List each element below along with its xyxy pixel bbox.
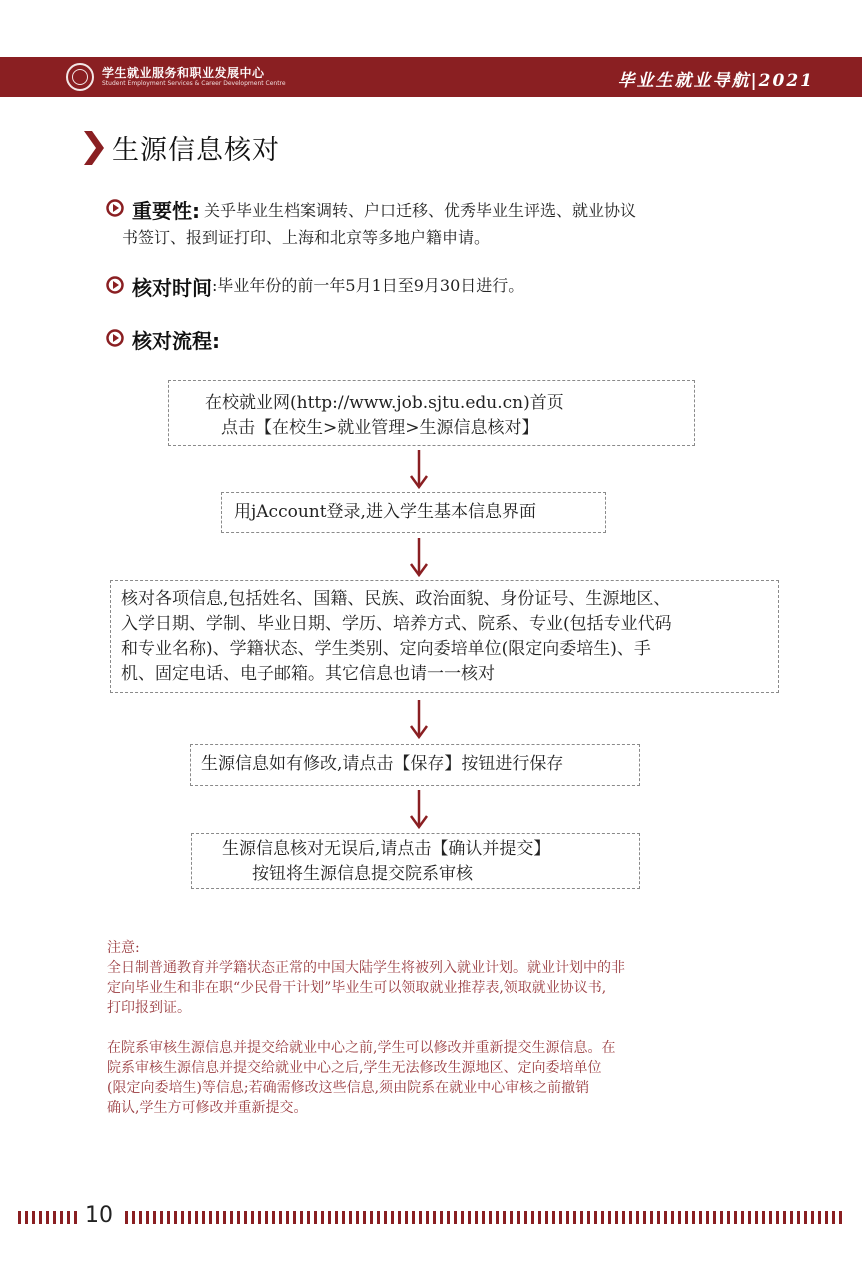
notes-p1-line1: 全日制普通教育并学籍状态正常的中国大陆学生将被列入就业计划。就业计划中的非 [107, 960, 625, 976]
footer-tick [755, 1211, 758, 1224]
footer-tick [237, 1211, 240, 1224]
footer-tick [32, 1211, 35, 1224]
footer-tick [748, 1211, 751, 1224]
footer-ticks-right [125, 1211, 842, 1224]
footer-tick [279, 1211, 282, 1224]
check-time-heading: 核对时间 [132, 276, 212, 300]
arrow-down-icon [409, 788, 429, 830]
flow-step-2 [221, 492, 606, 533]
chevron-right-icon [82, 129, 106, 167]
footer-tick [335, 1211, 338, 1224]
flow-step-3-line1: 核对各项信息,包括姓名、国籍、民族、政治面貌、身份证号、生源地区、 [121, 589, 671, 609]
section-heading [82, 128, 280, 167]
header-bar [0, 57, 862, 97]
importance-text-line2: 书签订、报到证打印、上海和北京等多地户籍申请。 [122, 228, 491, 247]
arrow-down-icon [409, 536, 429, 578]
footer-tick [53, 1211, 56, 1224]
footer-tick [195, 1211, 198, 1224]
process-row [106, 325, 220, 354]
footer-tick [811, 1211, 814, 1224]
footer-tick [181, 1211, 184, 1224]
footer-tick [230, 1211, 233, 1224]
notes-p2-line4: 确认,学生方可修改并重新提交。 [107, 1100, 308, 1116]
footer-tick [433, 1211, 436, 1224]
footer-tick [139, 1211, 142, 1224]
footer-tick [223, 1211, 226, 1224]
footer-tick [573, 1211, 576, 1224]
footer-tick [832, 1211, 835, 1224]
footer-tick [622, 1211, 625, 1224]
footer-tick [580, 1211, 583, 1224]
check-time-row [106, 272, 524, 301]
flow-step-1 [168, 380, 695, 446]
footer-tick [349, 1211, 352, 1224]
footer-tick [734, 1211, 737, 1224]
footer-tick [272, 1211, 275, 1224]
footer-tick [524, 1211, 527, 1224]
footer-tick [167, 1211, 170, 1224]
footer-tick [678, 1211, 681, 1224]
footer-tick [657, 1211, 660, 1224]
importance-block [106, 195, 786, 251]
flow-step-3 [110, 580, 779, 693]
arrow-down-icon [409, 448, 429, 490]
org-name-cn: 学生就业服务和职业发展中心 [102, 66, 265, 80]
footer-tick [202, 1211, 205, 1224]
check-time-text: :毕业年份的前一年5月1日至9月30日进行。 [212, 276, 525, 295]
footer-tick [503, 1211, 506, 1224]
footer-tick [67, 1211, 70, 1224]
flow-step-3-line4: 机、固定电话、电子邮箱。其它信息也请一一核对 [121, 664, 495, 684]
flow-step-3-line2: 入学日期、学制、毕业日期、学历、培养方式、院系、专业(包括专业代码 [121, 614, 672, 634]
footer-tick [160, 1211, 163, 1224]
footer-tick [146, 1211, 149, 1224]
footer-tick [321, 1211, 324, 1224]
footer-tick [18, 1211, 21, 1224]
notes-p1-line3: 打印报到证。 [107, 1000, 191, 1016]
flow-step-5 [191, 833, 640, 889]
flow-step-4-text: 生源信息如有修改,请点击【保存】按钮进行保存 [201, 754, 564, 774]
footer-tick [671, 1211, 674, 1224]
footer-tick [265, 1211, 268, 1224]
footer-tick [468, 1211, 471, 1224]
play-bullet-icon [106, 199, 124, 217]
footer-tick [300, 1211, 303, 1224]
notes-p1-line2: 定向毕业生和非在职“少民骨干计划”毕业生可以领取就业推荐表,领取就业协议书, [107, 980, 607, 996]
notes-p2-line2: 院系审核生源信息并提交给就业中心之后,学生无法修改生源地区、定向委培单位 [107, 1060, 602, 1076]
footer-tick [328, 1211, 331, 1224]
footer-tick [636, 1211, 639, 1224]
footer-tick [482, 1211, 485, 1224]
play-bullet-icon [106, 276, 124, 294]
play-bullet-icon [106, 329, 124, 347]
footer-tick [39, 1211, 42, 1224]
notes-label: 注意: [107, 940, 140, 956]
footer-tick [594, 1211, 597, 1224]
footer-tick [447, 1211, 450, 1224]
flow-step-5-line2: 按钮将生源信息提交院系审核 [252, 864, 473, 884]
footer-tick [825, 1211, 828, 1224]
footer-tick [741, 1211, 744, 1224]
footer-tick [216, 1211, 219, 1224]
process-heading: 核对流程: [132, 329, 220, 353]
footer-tick [314, 1211, 317, 1224]
footer-tick [342, 1211, 345, 1224]
footer-tick [517, 1211, 520, 1224]
flow-step-5-line1: 生源信息核对无误后,请点击【确认并提交】 [222, 839, 551, 859]
footer-tick [405, 1211, 408, 1224]
footer-tick [461, 1211, 464, 1224]
footer-tick [293, 1211, 296, 1224]
footer-tick [839, 1211, 842, 1224]
footer-tick [629, 1211, 632, 1224]
footer-tick [391, 1211, 394, 1224]
flow-step-3-line3: 和专业名称)、学籍状态、学生类别、定向委培单位(限定向委培生)、手 [121, 639, 651, 659]
footer-tick [818, 1211, 821, 1224]
footer-tick [650, 1211, 653, 1224]
section-title: 生源信息核对 [112, 135, 280, 166]
footer-tick [426, 1211, 429, 1224]
footer-tick [356, 1211, 359, 1224]
footer-tick [46, 1211, 49, 1224]
footer-tick [699, 1211, 702, 1224]
org-name-en: Student Employment Services & Career Development Centre [102, 80, 286, 87]
notes-p2-line3: (限定向委培生)等信息;若确需修改这些信息,须由院系在就业中心审核之前撤销 [107, 1080, 590, 1096]
footer-tick [776, 1211, 779, 1224]
footer-tick [132, 1211, 135, 1224]
footer-tick [489, 1211, 492, 1224]
footer-tick [384, 1211, 387, 1224]
footer-tick [643, 1211, 646, 1224]
footer-tick [566, 1211, 569, 1224]
flow-step-4 [190, 744, 640, 786]
footer-tick [769, 1211, 772, 1224]
footer-ticks-left [18, 1211, 77, 1224]
footer-tick [762, 1211, 765, 1224]
footer-tick [538, 1211, 541, 1224]
footer-tick [531, 1211, 534, 1224]
footer-tick [706, 1211, 709, 1224]
footer-tick [125, 1211, 128, 1224]
footer-tick [552, 1211, 555, 1224]
footer-tick [545, 1211, 548, 1224]
footer-tick [692, 1211, 695, 1224]
flow-step-2-text: 用jAccount登录,进入学生基本信息界面 [234, 502, 536, 522]
footer-tick [608, 1211, 611, 1224]
footer-tick [188, 1211, 191, 1224]
footer-tick [286, 1211, 289, 1224]
flow-step-1-line2: 点击【在校生>就业管理>生源信息核对】 [221, 418, 539, 438]
footer-tick [685, 1211, 688, 1224]
footer-tick [783, 1211, 786, 1224]
footer-tick [790, 1211, 793, 1224]
footer-tick [398, 1211, 401, 1224]
footer-tick [510, 1211, 513, 1224]
arrow-down-icon [409, 698, 429, 740]
flow-step-1-line1: 在校就业网(http://www.job.sjtu.edu.cn)首页 [205, 393, 564, 413]
footer-tick [25, 1211, 28, 1224]
footer-tick [587, 1211, 590, 1224]
footer-tick [258, 1211, 261, 1224]
footer-tick [370, 1211, 373, 1224]
footer-tick [720, 1211, 723, 1224]
footer-tick [475, 1211, 478, 1224]
footer-tick [363, 1211, 366, 1224]
footer-tick [664, 1211, 667, 1224]
footer-tick [804, 1211, 807, 1224]
footer-tick [174, 1211, 177, 1224]
page-number: 10 [85, 1203, 113, 1228]
footer-tick [74, 1211, 77, 1224]
footer-tick [713, 1211, 716, 1224]
footer-tick [440, 1211, 443, 1224]
footer-tick [615, 1211, 618, 1224]
footer-tick [454, 1211, 457, 1224]
footer-tick [209, 1211, 212, 1224]
footer-tick [496, 1211, 499, 1224]
footer-tick [307, 1211, 310, 1224]
footer-tick [412, 1211, 415, 1224]
importance-text-line1: 关乎毕业生档案调转、户口迁移、优秀毕业生评选、就业协议 [204, 201, 637, 220]
footer-tick [377, 1211, 380, 1224]
footer-tick [601, 1211, 604, 1224]
footer-tick [244, 1211, 247, 1224]
footer-tick [727, 1211, 730, 1224]
footer-tick [153, 1211, 156, 1224]
importance-heading: 重要性: [132, 199, 200, 223]
university-seal-logo [66, 63, 94, 91]
footer-tick [559, 1211, 562, 1224]
footer-tick [60, 1211, 63, 1224]
guide-title: 毕业生就业导航|2021 [617, 71, 814, 91]
footer-tick [251, 1211, 254, 1224]
notes-block [107, 938, 747, 1118]
footer-tick [419, 1211, 422, 1224]
footer-tick [797, 1211, 800, 1224]
notes-p2-line1: 在院系审核生源信息并提交给就业中心之前,学生可以修改并重新提交生源信息。在 [107, 1040, 616, 1056]
